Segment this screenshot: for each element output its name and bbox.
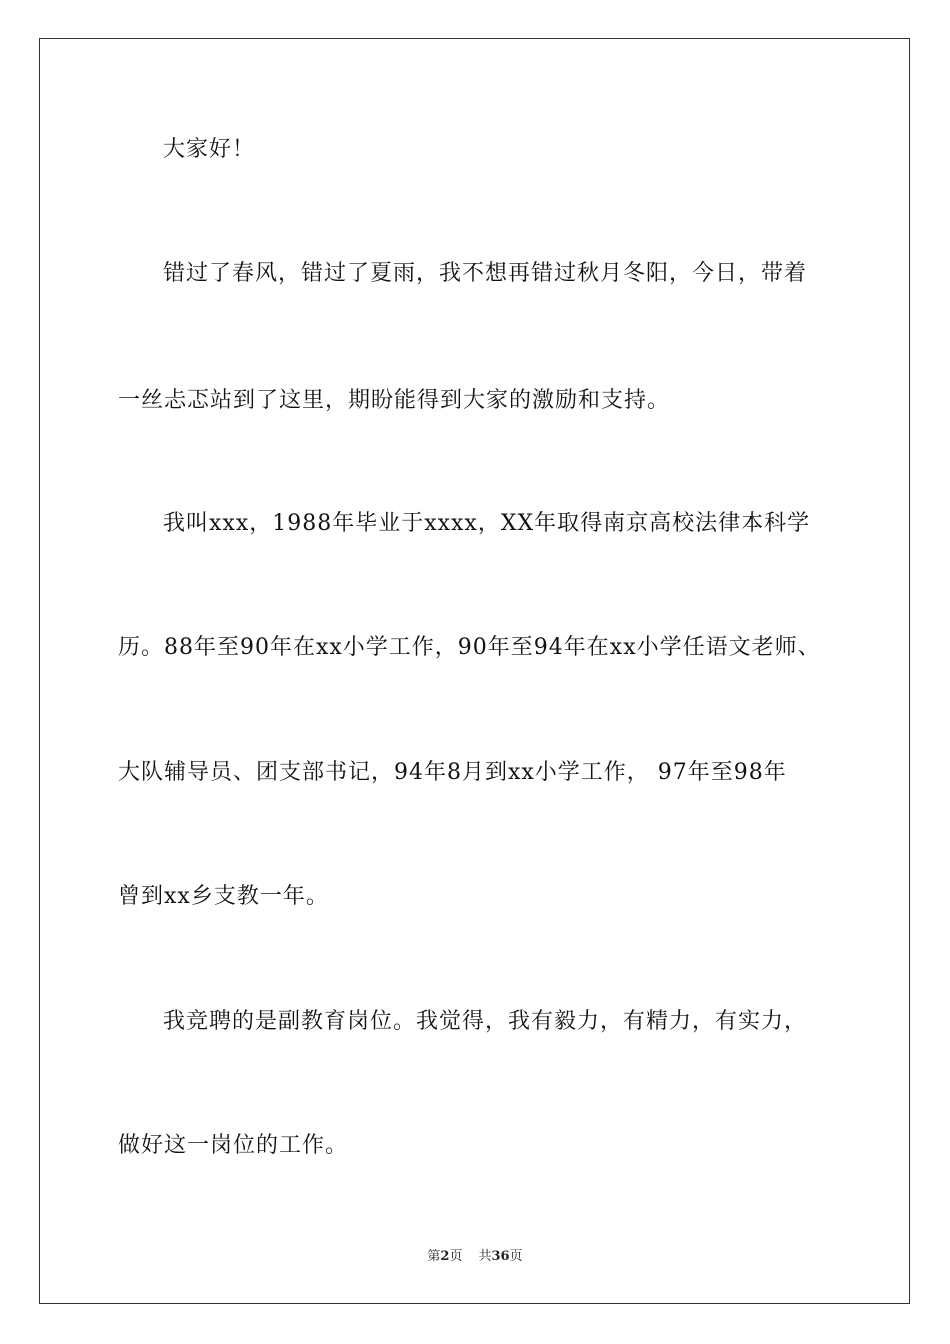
current-page-number: 2 [440,1249,450,1264]
page-border [39,38,910,1304]
total-unit: 页 [509,1249,523,1264]
page-unit: 页 [449,1249,463,1264]
paragraph-1-line-1: 错过了春风，错过了夏雨，我不想再错过秋月冬阳，今日，带着 [163,261,808,286]
paragraph-1-line-2: 一丝忐忑站到了这里，期盼能得到大家的激励和支持。 [118,388,671,413]
paragraph-2-line-3: 大队辅导员、团支部书记，94年8月到xx小学工作， 97年至98年 [118,760,787,785]
total-page-count: 36 [491,1249,510,1264]
paragraph-3-line-1: 我竞聘的是副教育岗位。我觉得，我有毅力，有精力，有实力， [163,1009,808,1034]
paragraph-2-line-1: 我叫xxx，1988年毕业于xxxx，XX年取得南京高校法律本科学 [163,511,811,536]
paragraph-2-line-4: 曾到xx乡支教一年。 [118,884,329,909]
paragraph-3-line-2: 做好这一岗位的工作。 [118,1133,349,1158]
total-prefix: 共 [478,1249,492,1264]
page-footer [0,1248,950,1266]
paragraph-2-line-2: 历。88年至90年在xx小学工作，90年至94年在xx小学任语文老师、 [118,635,821,660]
greeting-line: 大家好！ [163,137,256,162]
page-prefix: 第 [427,1249,441,1264]
